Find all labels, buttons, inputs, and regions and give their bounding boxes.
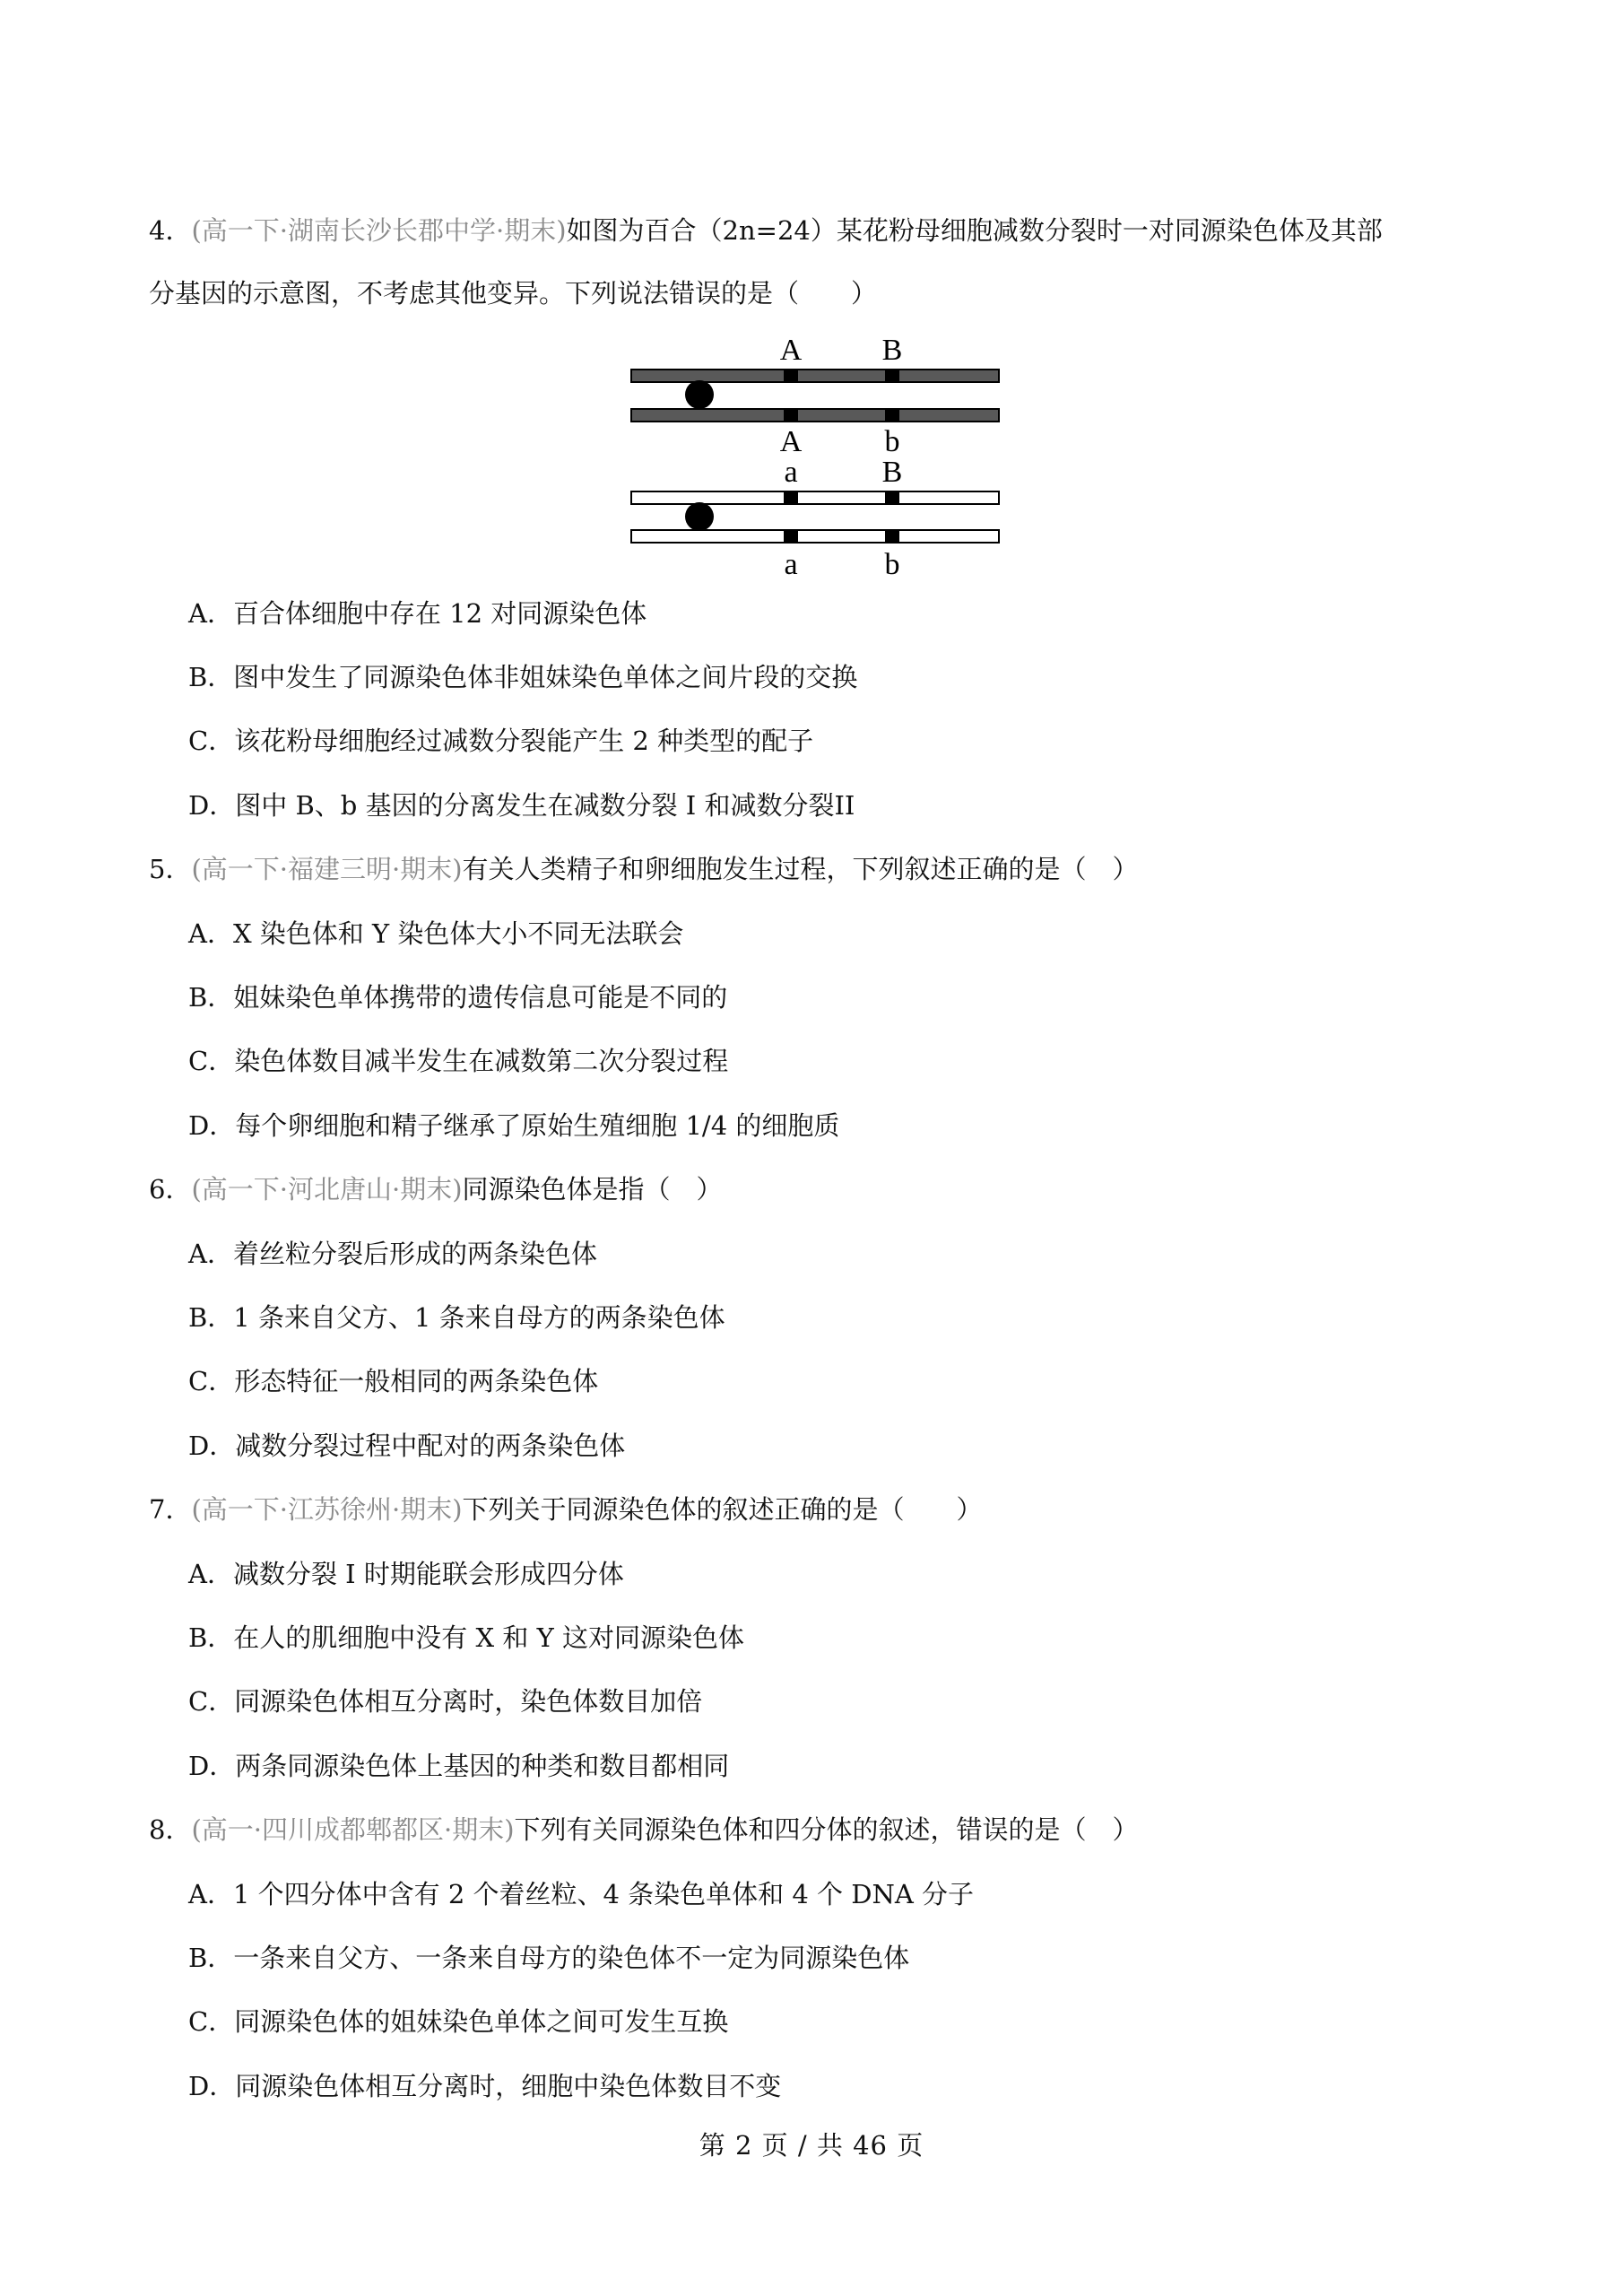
question-text: 下列关于同源染色体的叙述正确的是（ ）: [462, 1494, 983, 1525]
gene-locus-A-2: [784, 408, 798, 422]
label-bottom-b: b: [884, 548, 900, 581]
question-number: 7．: [149, 1494, 192, 1525]
option-5D: D．每个卵细胞和精子继承了原始生殖细胞 1/4 的细胞质: [188, 1110, 840, 1141]
label-second-A: A: [779, 425, 803, 458]
question-source: (高一下·福建三明·期末): [191, 854, 463, 884]
question-source: (高一下·河北唐山·期末): [191, 1174, 463, 1205]
option-5B: B．姐妹染色单体携带的遗传信息可能是不同的: [188, 982, 728, 1013]
question-text: 同源染色体是指（ ）: [462, 1174, 723, 1205]
light-chromatid-1: [631, 491, 999, 504]
label-third-B: B: [881, 456, 903, 489]
option-8B: B．一条来自父方、一条来自母方的染色体不一定为同源染色体: [188, 1943, 910, 1973]
option-4C: C．该花粉母细胞经过减数分裂能产生 2 种类型的配子: [188, 726, 814, 756]
question-number: 4．: [149, 215, 192, 246]
gene-locus-B-1: [885, 369, 899, 383]
gene-locus-a-1: [784, 491, 798, 505]
option-7D: D．两条同源染色体上基因的种类和数目都相同: [188, 1751, 730, 1781]
question-number: 8．: [149, 1814, 192, 1845]
gene-locus-b-4: [885, 529, 899, 544]
option-7B: B．在人的肌细胞中没有 X 和 Y 这对同源染色体: [188, 1622, 744, 1653]
question-text: 如图为百合（2n=24）某花粉母细胞减数分裂时一对同源染色体及其部: [566, 215, 1383, 246]
option-8D: D．同源染色体相互分离时，细胞中染色体数目不变: [188, 2071, 782, 2101]
option-8C: C．同源染色体的姐妹染色单体之间可发生互换: [188, 2006, 729, 2037]
gene-locus-b-2: [885, 408, 899, 422]
chromosome-diagram-svg: [628, 327, 1004, 587]
dark-chromatid-1: [631, 370, 999, 382]
option-6C: C．形态特征一般相同的两条染色体: [188, 1366, 599, 1396]
option-5C: C．染色体数目减半发生在减数第二次分裂过程: [188, 1046, 729, 1076]
question-7-stem: [149, 1492, 1476, 1527]
centromere-light: [685, 502, 714, 531]
question-text: 下列有关同源染色体和四分体的叙述，错误的是（ ）: [514, 1814, 1139, 1845]
option-5A: A．X 染色体和 Y 染色体大小不同无法联会: [188, 918, 684, 949]
label-top-A: A: [779, 334, 803, 367]
question-4-stem: [149, 213, 1476, 248]
question-text: 有关人类精子和卵细胞发生过程，下列叙述正确的是（ ）: [462, 854, 1139, 884]
question-6-stem: [149, 1171, 1476, 1207]
option-6A: A．着丝粒分裂后形成的两条染色体: [188, 1239, 597, 1269]
gene-locus-A-1: [784, 369, 798, 383]
label-third-a: a: [784, 456, 798, 489]
option-6B: B．1 条来自父方、1 条来自母方的两条染色体: [188, 1302, 725, 1333]
question-source: (高一下·湖南长沙长郡中学·期末): [191, 215, 567, 246]
question-number: 6．: [149, 1174, 192, 1205]
question-5-stem: [149, 851, 1476, 887]
question-number: 5．: [149, 854, 192, 884]
option-7C: C．同源染色体相互分离时，染色体数目加倍: [188, 1686, 703, 1717]
light-chromatid-2: [631, 530, 999, 543]
gene-locus-a-2: [784, 529, 798, 544]
dark-chromatid-2: [631, 409, 999, 422]
gene-locus-B-3: [885, 491, 899, 505]
option-4D: D．图中 B、b 基因的分离发生在减数分裂 I 和减数分裂II: [188, 790, 855, 821]
chromosome-diagram: [628, 327, 1004, 587]
label-second-b: b: [884, 425, 900, 458]
label-top-B: B: [881, 334, 903, 367]
option-7A: A．减数分裂 I 时期能联会形成四分体: [188, 1559, 624, 1589]
question-source: (高一下·江苏徐州·期末): [191, 1494, 463, 1525]
question-source: (高一·四川成都郫都区·期末): [191, 1814, 515, 1845]
question-8-stem: [149, 1812, 1476, 1848]
option-8A: A．1 个四分体中含有 2 个着丝粒、4 条染色单体和 4 个 DNA 分子: [188, 1879, 975, 1909]
question-4-stem-cont: 分基因的示意图，不考虑其他变异。下列说法错误的是（ ）: [149, 278, 878, 309]
option-4A: A．百合体细胞中存在 12 对同源染色体: [188, 598, 647, 629]
option-6D: D．减数分裂过程中配对的两条染色体: [188, 1431, 626, 1461]
centromere-dark: [685, 380, 714, 409]
option-4B: B．图中发生了同源染色体非姐妹染色单体之间片段的交换: [188, 662, 858, 692]
page-footer: 第 2 页 / 共 46 页: [699, 2130, 924, 2161]
label-bottom-a: a: [784, 548, 798, 581]
